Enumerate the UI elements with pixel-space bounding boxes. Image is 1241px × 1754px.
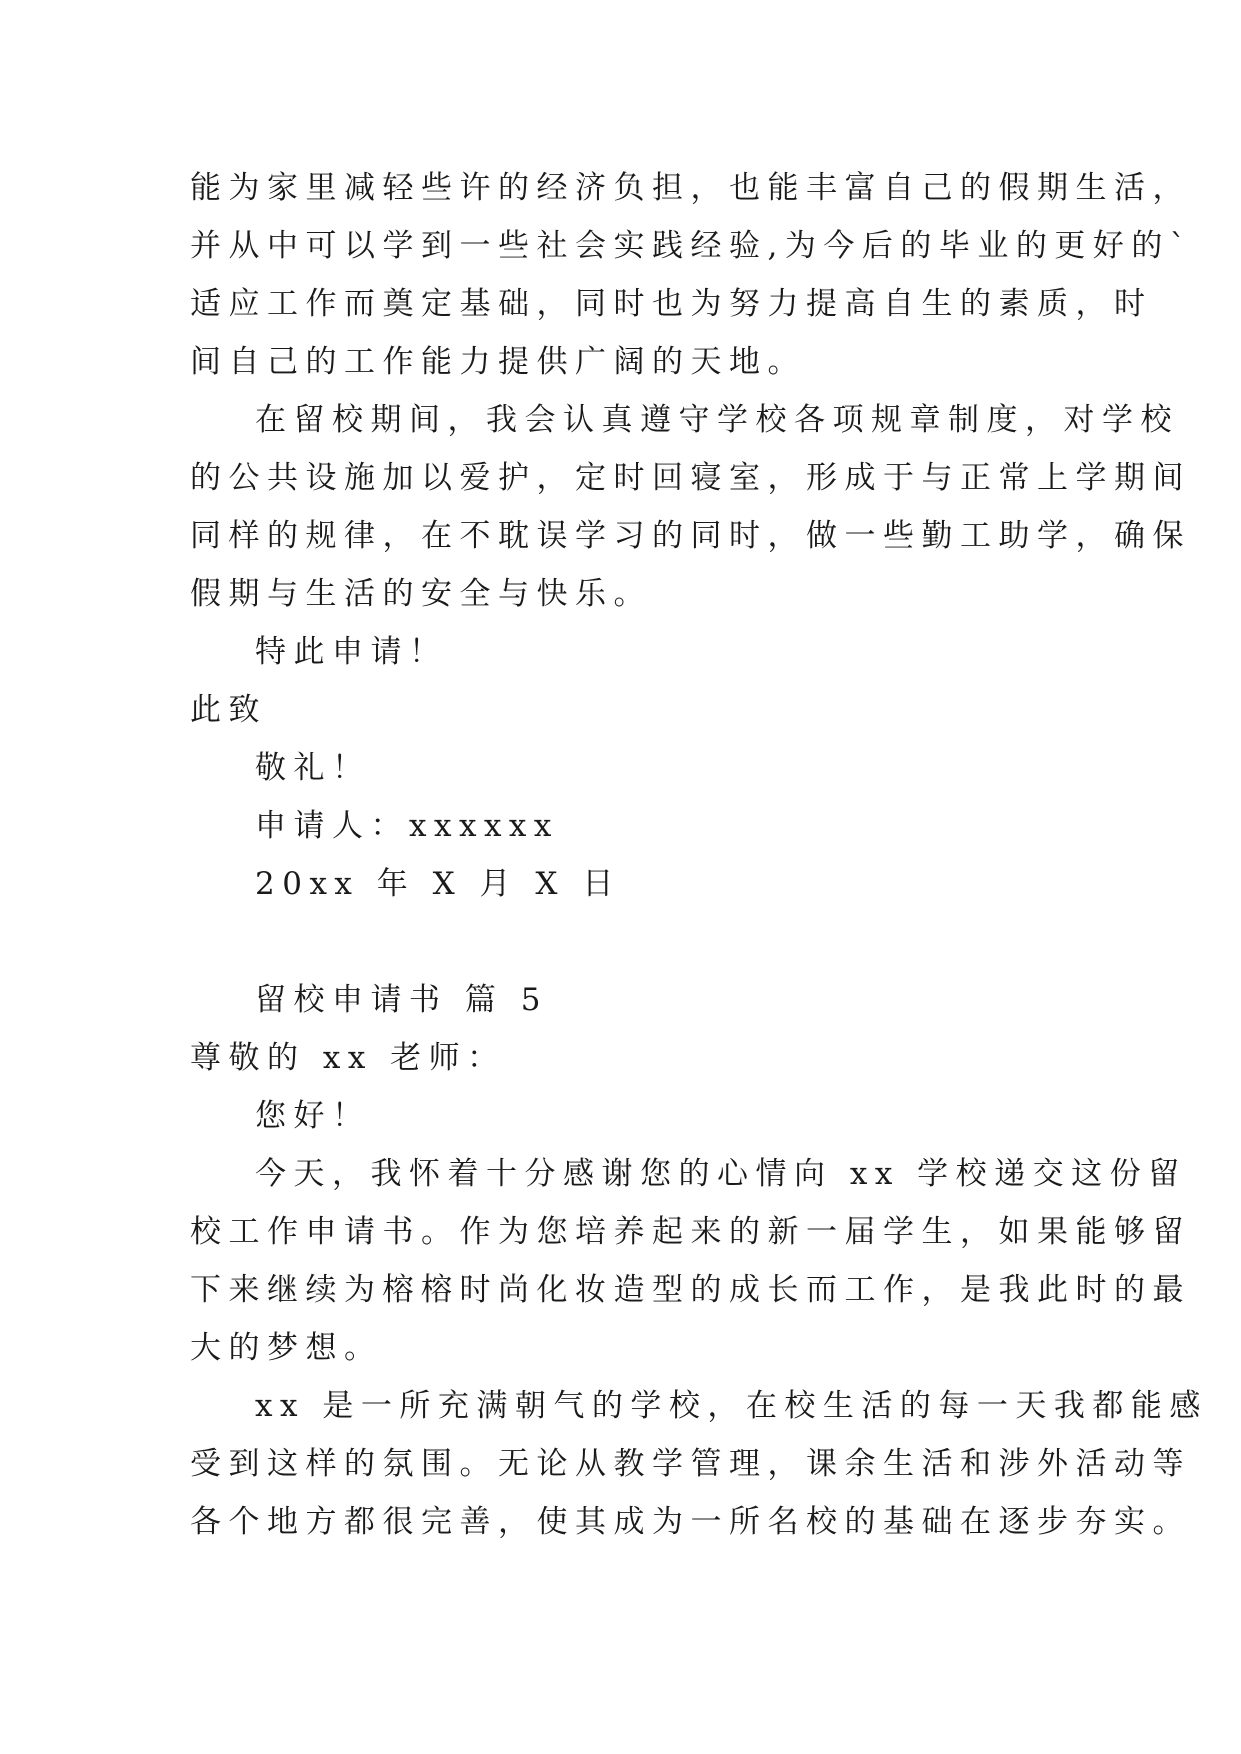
paragraph-line: 同样的规律，在不耽误学习的同时，做一些勤工助学，确保 xyxy=(190,518,1191,554)
paragraph-line: 在留校期间，我会认真遵守学校各项规章制度，对学校 xyxy=(255,402,1179,438)
greeting-hello: 您好！ xyxy=(255,1098,371,1134)
applicant-name: 申请人：xxxxxx xyxy=(255,808,559,844)
paragraph-line: 并从中可以学到一些社会实践经验,为今后的毕业的更好的` xyxy=(190,228,1193,264)
application-date: 20xx 年 X 月 X 日 xyxy=(255,866,621,902)
paragraph-line: xx 是一所充满朝气的学校，在校生活的每一天我都能感 xyxy=(255,1388,1208,1424)
paragraph-line: 间自己的工作能力提供广阔的天地。 xyxy=(190,344,806,380)
closing-request: 特此申请！ xyxy=(255,634,448,670)
paragraph-line: 下来继续为榕榕时尚化妆造型的成长而工作，是我此时的最 xyxy=(190,1272,1191,1308)
paragraph-line: 大的梦想。 xyxy=(190,1330,383,1366)
paragraph-line: 假期与生活的安全与快乐。 xyxy=(190,576,652,612)
paragraph-line: 今天，我怀着十分感谢您的心情向 xx 学校递交这份留 xyxy=(255,1156,1187,1192)
paragraph-line: 校工作申请书。作为您培养起来的新一届学生，如果能够留 xyxy=(190,1214,1191,1250)
paragraph-line: 适应工作而奠定基础，同时也为努力提高自生的素质，时 xyxy=(190,286,1153,322)
paragraph-line: 的公共设施加以爱护，定时回寝室，形成于与正常上学期间 xyxy=(190,460,1191,496)
paragraph-line: 各个地方都很完善，使其成为一所名校的基础在逐步夯实。 xyxy=(190,1504,1191,1540)
paragraph-line: 能为家里减轻些许的经济负担，也能丰富自己的假期生活， xyxy=(190,170,1191,206)
greeting-recipient: 尊敬的 xx 老师： xyxy=(190,1040,506,1076)
section-title: 留校申请书 篇 5 xyxy=(255,982,548,1018)
paragraph-line: 受到这样的氛围。无论从教学管理，课余生活和涉外活动等 xyxy=(190,1446,1191,1482)
salutation-cizhi: 此致 xyxy=(190,692,267,728)
salutation-jingli: 敬礼！ xyxy=(255,750,371,786)
